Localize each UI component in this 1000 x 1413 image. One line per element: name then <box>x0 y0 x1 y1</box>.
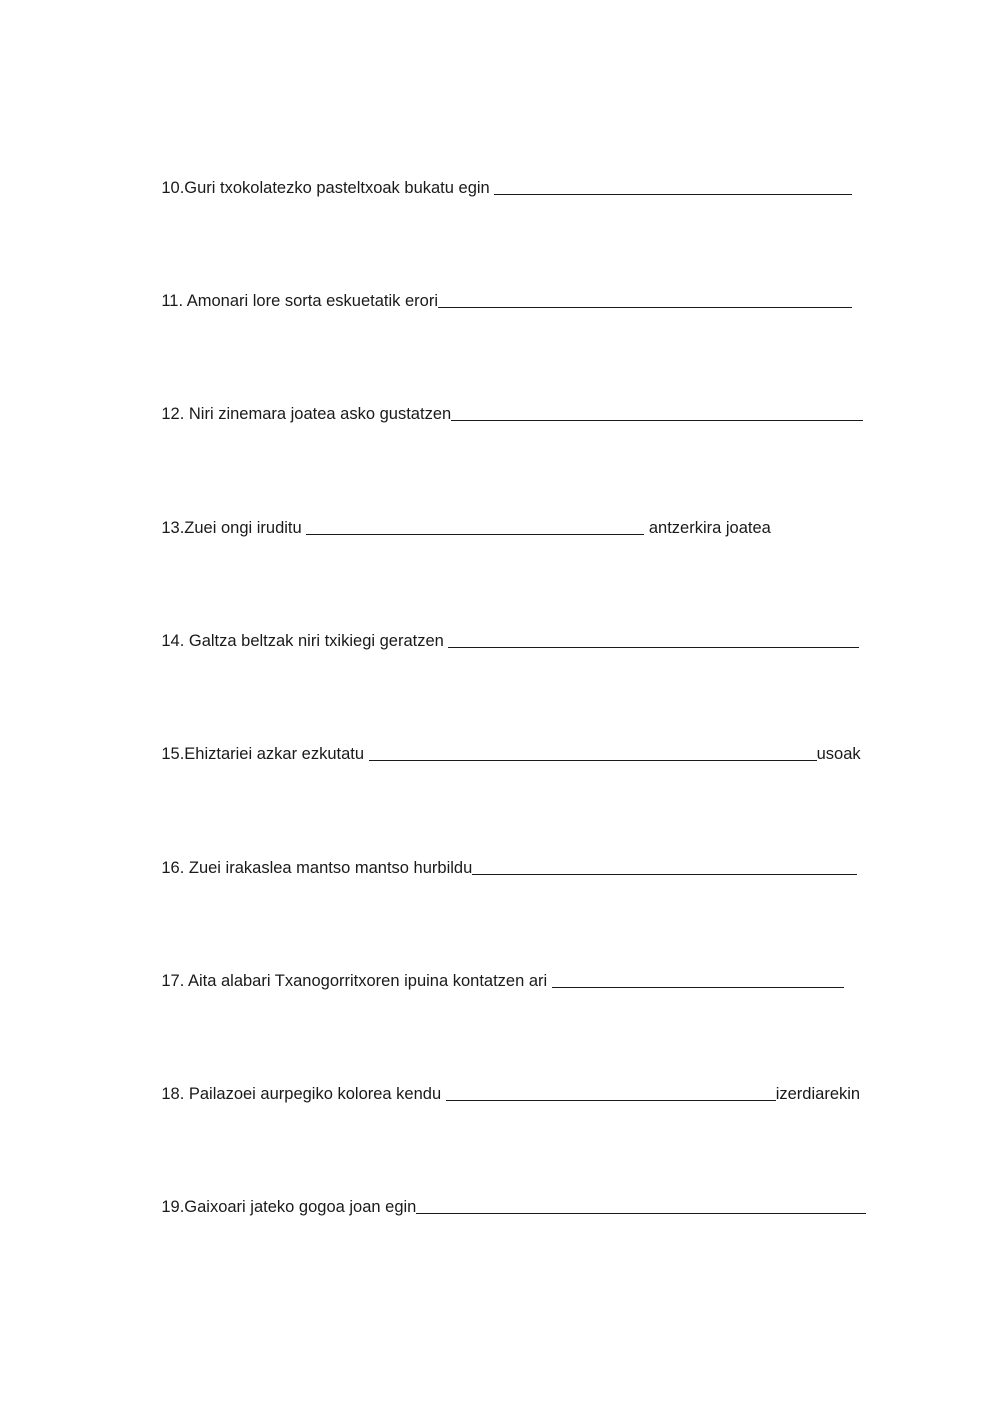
exercise-text-before: Gaixoari jateko gogoa joan egin <box>184 1198 417 1216</box>
exercise-text-after: izerdiarekin <box>775 1085 861 1103</box>
answer-blank[interactable] <box>306 520 644 535</box>
exercise-text-before: Galtza beltzak niri txikiegi geratzen <box>188 632 449 650</box>
exercise-number: 15. <box>161 745 185 763</box>
answer-blank[interactable] <box>369 746 817 761</box>
exercise-text-after: antzerkira joatea <box>644 519 771 537</box>
exercise-text-after: usoak <box>816 745 861 763</box>
answer-blank[interactable] <box>472 860 857 875</box>
exercise-16 <box>143 838 857 898</box>
exercise-12 <box>143 384 863 444</box>
exercise-number: 19. <box>161 1198 185 1216</box>
exercise-18 <box>143 1064 860 1124</box>
exercise-text-before: Ehiztariei azkar ezkutatu <box>184 745 369 763</box>
exercise-text-before: Amonari lore sorta eskuetatik erori <box>186 292 439 310</box>
exercise-14 <box>143 611 859 671</box>
exercise-19 <box>143 1177 866 1237</box>
exercise-number: 11. <box>161 292 187 310</box>
exercise-13 <box>143 498 771 558</box>
answer-blank[interactable] <box>552 973 844 988</box>
answer-blank[interactable] <box>448 633 859 648</box>
exercise-text-before: Zuei ongi iruditu <box>184 519 307 537</box>
exercise-number: 14. <box>161 632 189 650</box>
exercise-10 <box>143 158 852 218</box>
exercise-number: 13. <box>161 519 185 537</box>
exercise-text-before: Aita alabari Txanogorritxoren ipuina kontatzen ari <box>187 972 552 990</box>
exercise-17 <box>143 951 844 1011</box>
exercise-text-before: Niri zinemara joatea asko gustatzen <box>188 405 452 423</box>
answer-blank[interactable] <box>416 1199 866 1214</box>
exercise-number: 17. <box>161 972 188 990</box>
answer-blank[interactable] <box>494 180 852 195</box>
exercise-15 <box>143 724 861 784</box>
exercise-number: 16. <box>161 859 189 877</box>
exercise-number: 18. <box>161 1085 189 1103</box>
exercise-text-before: Zuei irakaslea mantso mantso hurbildu <box>188 859 473 877</box>
answer-blank[interactable] <box>446 1086 776 1101</box>
answer-blank[interactable] <box>451 406 863 421</box>
exercise-11 <box>143 271 852 331</box>
exercise-text-before: Pailazoei aurpegiko kolorea kendu <box>188 1085 446 1103</box>
answer-blank[interactable] <box>438 293 852 308</box>
exercise-number: 12. <box>161 405 189 423</box>
exercise-number: 10. <box>161 179 185 197</box>
exercise-text-before: Guri txokolatezko pasteltxoak bukatu egin <box>184 179 495 197</box>
